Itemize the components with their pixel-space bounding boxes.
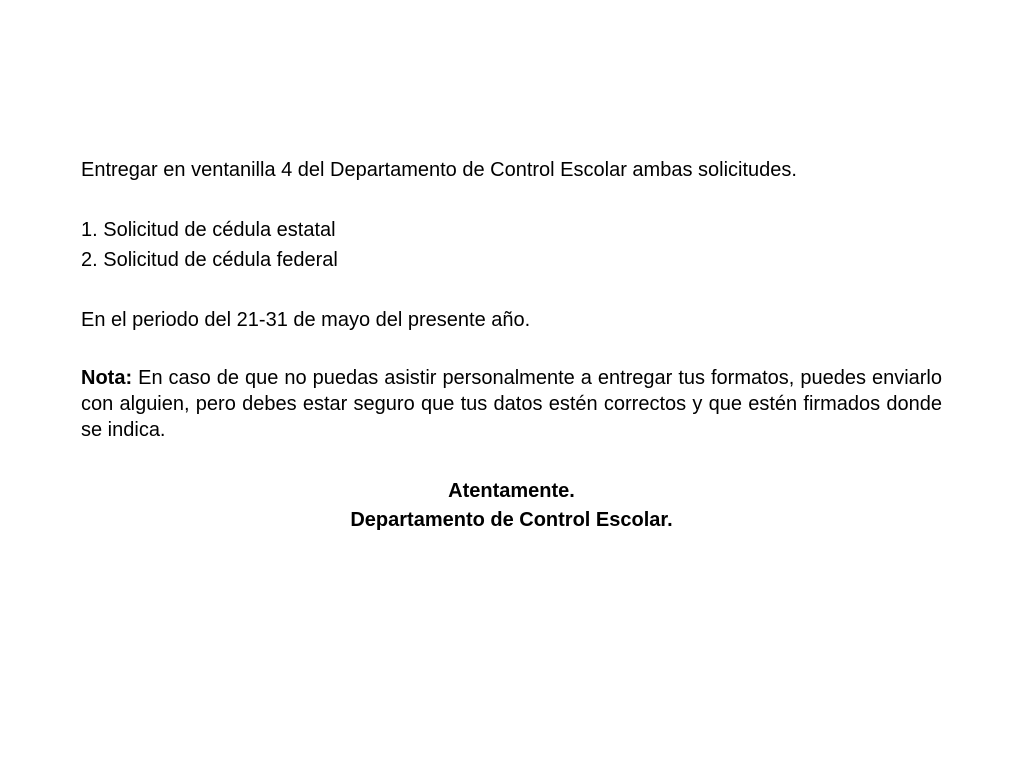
closing-greeting: Atentamente. bbox=[448, 480, 575, 502]
note-label: Nota: bbox=[81, 367, 133, 389]
list-item-federal-license: 2. Solicitud de cédula federal bbox=[81, 249, 338, 271]
closing-department: Departamento de Control Escolar. bbox=[350, 509, 673, 531]
closing-block bbox=[81, 477, 942, 535]
list-item-state-license: 1. Solicitud de cédula estatal bbox=[81, 219, 336, 241]
period-paragraph: En el periodo del 21-31 de mayo del presente año. bbox=[81, 309, 531, 331]
note-paragraph bbox=[81, 365, 942, 443]
note-text: En caso de que no puedas asistir personalmente a entregar tus formatos, puedes enviarlo con alguien, pero debes estar seguro que tus datos estén correctos y que estén firmados donde se indica. bbox=[81, 367, 942, 441]
intro-paragraph: Entregar en ventanilla 4 del Departamento de Control Escolar ambas solicitudes. bbox=[81, 159, 797, 181]
document-body bbox=[81, 155, 942, 535]
